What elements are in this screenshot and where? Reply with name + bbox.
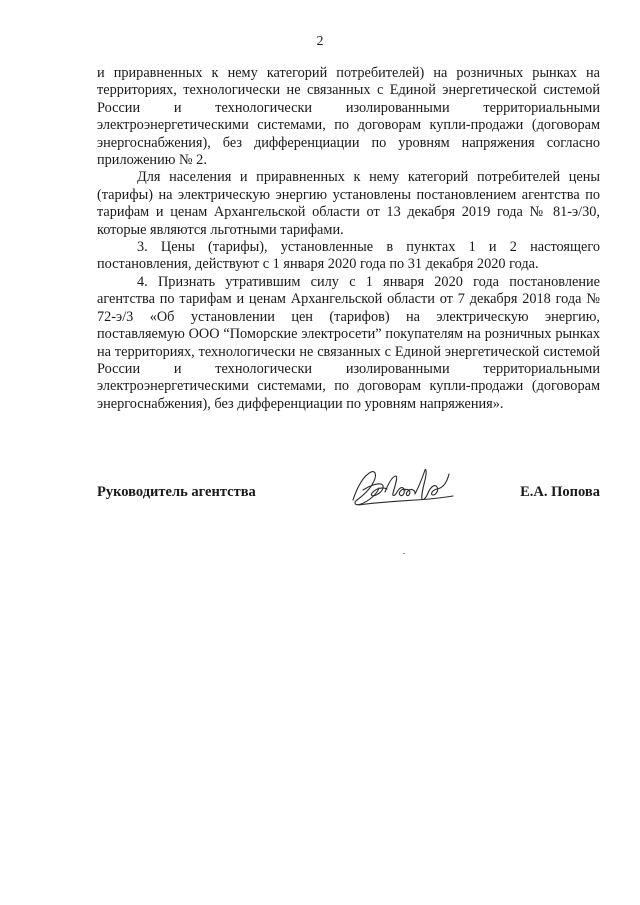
paragraph-continuation: и приравненных к нему категорий потребителей) на розничных рынках на территориях, технологически не связанных с Единой энергетической системой России и технологически изолированными территориальными электроэнергетическими системами, по договорам купли-продажи (договорам энергоснабжения), без дифференциации по уровням напряжения согласно приложению № 2. bbox=[97, 65, 600, 169]
scan-speck bbox=[403, 553, 405, 554]
paragraph-population-tariffs: Для населения и приравненных к нему категорий потребителей цены (тарифы) на электрическую энергию установлены постановлением агентства по тарифам и ценам Архангельской области от 13 декабря 2019 года № 81-э/30, которые являются льготными тарифами. bbox=[97, 169, 600, 238]
paragraph-item-3: 3. Цены (тарифы), установленные в пунктах 1 и 2 настоящего постановления, действуют с 1 января 2020 года по 31 декабря 2020 года. bbox=[97, 239, 600, 273]
document-body bbox=[97, 65, 600, 413]
page-number: 2 bbox=[316, 34, 324, 49]
signature-block bbox=[97, 470, 600, 510]
signatory-name: Е.А. Попова bbox=[520, 484, 600, 500]
paragraph-item-4: 4. Признать утратившим силу с 1 января 2020 года постановление агентства по тарифам и ценам Архангельской области от 7 декабря 2018 года № 72-э/3 «Об установлении цен (тарифов) на электрическую энергию, поставляемую ООО “Поморские электросети” покупателям на розничных рынках на территориях, технологически не связанных с Единой энергетической системой России и технологически изолированными территориальными электроэнергетическими системами, по договорам купли-продажи (договорам энергоснабжения), без дифференциации по уровням напряжения». bbox=[97, 273, 600, 412]
signatory-position: Руководитель агентства bbox=[97, 484, 256, 500]
handwritten-signature-icon bbox=[349, 466, 457, 510]
